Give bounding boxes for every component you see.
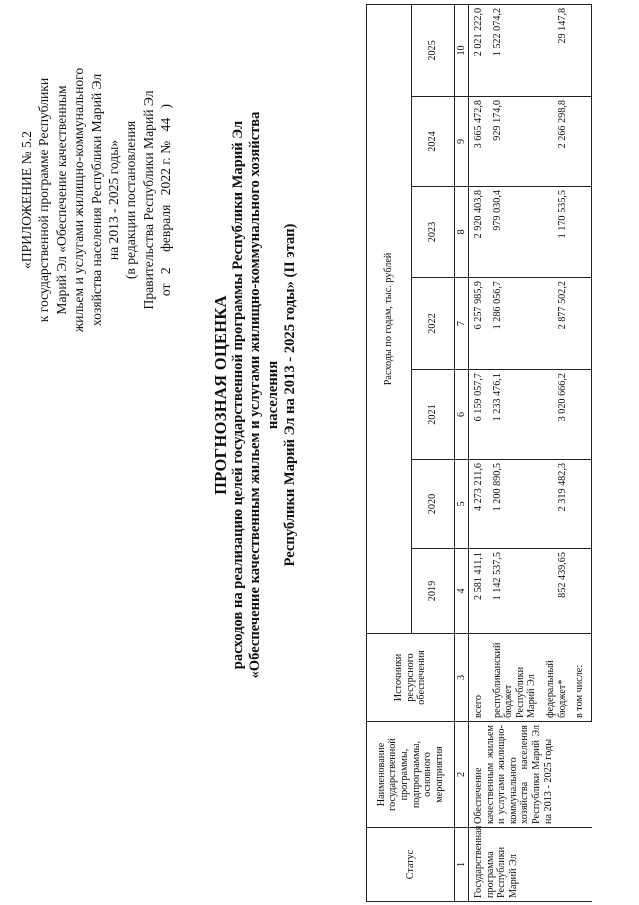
header-year: 2024 [412, 97, 455, 187]
title-line: расходов на реализацию целей государственной программы Республики Марий Эл [230, 120, 247, 670]
column-number: 3 [455, 634, 469, 722]
document-title [212, 95, 299, 695]
column-number: 6 [455, 370, 469, 460]
value-cell: 3 665 472,8 [469, 97, 486, 187]
value-cell: 6 257 985,9 [469, 278, 486, 370]
value-cell: 929 174,0 [486, 97, 539, 187]
title-line: Республики Марий Эл на 2013 - 2025 годы» (II этап) [281, 223, 298, 567]
value-cell: 3 020 666,2 [539, 370, 570, 460]
source-cell: в том числе: [570, 634, 592, 722]
value-cell: 29 147,8 [539, 4, 570, 96]
appendix-line: хозяйства населения Республики Марий Эл [88, 73, 104, 327]
header-name: Наименование государственной программы, подпрограммы, основного мероприятия [367, 722, 455, 828]
value-cell: 2 920 403,8 [469, 187, 486, 278]
closing-paren: ) [158, 103, 174, 109]
column-number: 1 [455, 828, 469, 902]
appendix-line: «ПРИЛОЖЕНИЕ № 5.2 [19, 131, 34, 269]
appendix-line: (в редакции постановления [123, 120, 139, 280]
value-cell: 1 200 890,5 [486, 460, 539, 549]
source-cell: федеральный бюджет* [539, 634, 570, 722]
appendix-line: к государственной программе Республики [36, 77, 52, 323]
number-prefix: № [158, 140, 174, 154]
column-number: 4 [455, 549, 469, 634]
appendix-block [18, 15, 175, 385]
value-cell: 1 170 535,5 [539, 187, 570, 278]
header-year: 2022 [412, 278, 455, 370]
value-cell: 2 319 482,3 [539, 460, 570, 549]
date-day: 2 [158, 267, 174, 275]
value-cell: 1 522 074,2 [486, 4, 539, 96]
source-cell: всего [469, 634, 486, 722]
value-cell: 6 159 057,7 [469, 370, 486, 460]
column-number: 8 [455, 187, 469, 278]
header-year: 2025 [412, 4, 455, 96]
date-year: 2022 г. [158, 157, 174, 196]
date-month: февраля [158, 204, 174, 252]
value-cell: 852 439,65 [539, 549, 570, 634]
header-year: 2019 [412, 549, 455, 634]
appendix-line: Правительства Республики Марий Эл [140, 90, 156, 310]
decree-date-line [157, 15, 174, 385]
decree-number: 44 [158, 117, 174, 132]
column-number: 5 [455, 460, 469, 549]
header-status: Статус [367, 828, 455, 902]
value-cell: 4 273 211,6 [469, 460, 486, 549]
appendix-line: Марий Эл «Обеспечение качественным [53, 85, 69, 315]
date-prefix: от [158, 283, 174, 297]
column-number: 9 [455, 97, 469, 187]
program-name: Обеспечение качественным жильем и услугами жилищно-коммунального хозяйства населения Республики Марий Эл на 2013 - 2025 годы [469, 722, 592, 828]
column-number: 10 [455, 4, 469, 96]
value-cell: 979 030,4 [486, 187, 539, 278]
header-expenses: Расходы по годам, тыс. рублей [367, 4, 412, 633]
header-year: 2023 [412, 187, 455, 278]
forecast-table [366, 4, 592, 902]
title-line: «Обеспечение качественным жильем и услугами жилищно-коммунального хозяйства населения [247, 111, 281, 679]
value-cell: 1 233 476,1 [486, 370, 539, 460]
value-cell: 2 581 411,1 [469, 549, 486, 634]
header-year: 2021 [412, 370, 455, 460]
appendix-line: на 2013 - 2025 годы» [106, 139, 122, 261]
program-status: Государственная программа Республики Марий Эл [469, 828, 592, 902]
column-number: 2 [455, 722, 469, 828]
value-cell: 2 877 502,2 [539, 278, 570, 370]
value-cell: 2 266 298,8 [539, 97, 570, 187]
source-cell: республиканский бюджет Республики Марий Эл [486, 634, 539, 722]
value-cell: 1 142 537,5 [486, 549, 539, 634]
table-row [469, 4, 486, 901]
column-number: 7 [455, 278, 469, 370]
header-source: Источники ресурсного обеспечения [367, 634, 455, 722]
value-cell: 1 286 056,7 [486, 278, 539, 370]
header-year: 2020 [412, 460, 455, 549]
title-main: ПРОГНОЗНАЯ ОЦЕНКА [211, 295, 230, 495]
value-cell: 2 021 222,0 [469, 4, 486, 96]
appendix-line: жильем и услугами жилищно-коммунального [71, 67, 87, 333]
